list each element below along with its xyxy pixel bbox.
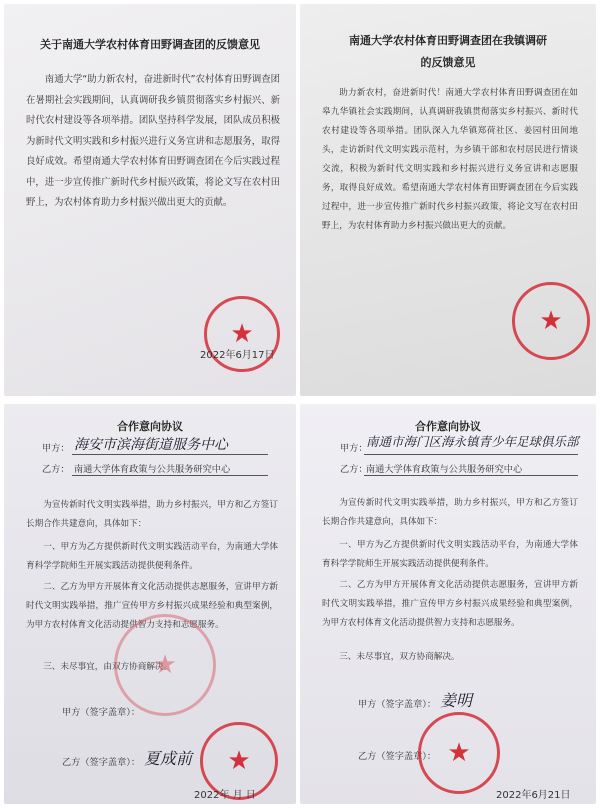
party-a-handwritten: 海安市滨海街道服务中心 [74, 437, 228, 453]
document-title: 合作意向协议 [117, 420, 183, 433]
document-date: 2022年 月 日 [194, 790, 256, 801]
party-a-signature-label: 甲方（签字盖章）： [62, 707, 141, 718]
feedback-letter-document-2 [300, 4, 596, 396]
document-body: 助力新农村，奋进新时代！南通大学农村体育田野调查团在如皋九华镇社会实践期间，认真调研我镇贯彻落实乡村振兴、新时代农村建设等各项举措。团队深入九华镇郑荷社区、姜园村田间地头，走访新时代文明实践示范村，为乡镇干部和农村居民进行情谈交流，积极为新时代文明实践和乡村振兴进行义务宣讲和志愿服务，取得良好成效。希望南通大学农村体育田野调查团在今后实践过程中，进一步宣传推广新时代乡村振兴政策，将论文写在农村田野上，为农村体育助力乡村振兴做出更大的贡献。 [322, 88, 578, 231]
party-b-signature-label: 乙方（签字盖章）： [358, 751, 437, 762]
party-a-label: 甲方： [42, 443, 70, 454]
party-b-underline [72, 475, 268, 476]
party-a-signature-label: 甲方（签字盖章）： [358, 699, 437, 710]
feedback-letter-document-1 [4, 4, 296, 396]
agreement-item-2: 二、乙方为甲方开展体育文化活动提供志愿服务，宣讲甲方新时代文明实践举措，推广宣传甲方乡村振兴成果经验和典型案例，为甲方农村体育文化活动提供智力支持和志愿服务。 [26, 582, 278, 630]
seal-star-icon: ★ [227, 746, 251, 776]
seal-star-icon: ★ [539, 306, 563, 336]
party-a-label: 甲方： [340, 443, 368, 454]
party-b-label: 乙方： [340, 464, 368, 475]
party-b-handwritten-signature: 夏成前 [144, 749, 193, 768]
agreement-item-1: 一、甲方为乙方提供新时代文明实践活动平台，为南通大学体育科学学院师生开展实践活动提供便利条件。 [322, 540, 578, 569]
party-a-handwritten-signature: 姜明 [440, 691, 473, 710]
party-a-underline [72, 454, 268, 455]
document-title: 关于南通大学农村体育田野调查团的反馈意见 [40, 38, 260, 51]
official-seal [512, 282, 590, 360]
university-seal [418, 712, 500, 794]
agreement-item-3: 三、未尽事宜，由双方协商解决。 [43, 662, 173, 672]
party-b-signature-label: 乙方（签字盖章）： [62, 757, 141, 768]
seal-star-icon: ★ [447, 738, 471, 768]
faded-official-seal [114, 614, 216, 716]
seal-star-icon: ★ [230, 319, 254, 349]
seal-star-icon: ★ [153, 650, 177, 680]
document-date: 2022年6月17日 [200, 350, 275, 361]
agreement-intro: 为宣传新时代文明实践举措，助力乡村振兴，甲方和乙方签订长期合作共建意向，具体如下： [26, 500, 278, 529]
party-b-label: 乙方： [42, 464, 70, 475]
party-b-value: 南通大学体育政策与公共服务研究中心 [74, 464, 231, 475]
document-date: 2022年6月21日 [496, 790, 571, 801]
party-b-underline [364, 475, 578, 476]
agreement-item-1: 一、甲方为乙方提供新时代文明实践活动平台，为南通大学体育科学学院师生开展实践活动提供便利条件。 [26, 542, 278, 571]
party-b-value: 南通大学体育政策与公共服务研究中心 [366, 464, 523, 475]
document-title: 合作意向协议 [415, 420, 481, 433]
cooperation-agreement-document-2 [300, 404, 596, 804]
agreement-intro: 为宣传新时代文明实践举措，助力乡村振兴，甲方和乙方签订长期合作共建意向，具体如下： [322, 498, 578, 527]
document-body: 南通大学“助力新农村，奋进新时代”农村体育田野调查团在暑期社会实践期间，认真调研我乡镇贯彻落实乡村振兴、新时代农村建设等各项举措。团队坚持科学发展，团队成员积极为新时代文明实践和乡村振兴进行义务宣讲和志愿服务，取得良好成效。希望南通大学农村体育田野调查团在今后实践过程中，进一步宣传推广新时代乡村振兴政策，将论文写在农村田野上，为农村体育助力乡村振兴做出更大的贡献。 [26, 74, 280, 208]
agreement-item-3: 三、未尽事宜，双方协商解决。 [339, 652, 460, 662]
party-a-handwritten: 南通市海门区海永镇青少年足球俱乐部 [366, 434, 579, 449]
party-a-underline [364, 454, 578, 455]
agreement-item-2: 二、乙方为甲方开展体育文化活动提供志愿服务，宣讲甲方新时代文明实践举措，推广宣传甲方乡村振兴成果经验和典型案例，为甲方农村体育文化活动提供智力支持和志愿服务。 [322, 580, 578, 628]
cooperation-agreement-document-1 [4, 404, 296, 804]
document-title-line-2: 的反馈意见 [420, 56, 476, 69]
document-title-line-1: 南通大学农村体育田野调查团在我镇调研 [349, 34, 547, 47]
